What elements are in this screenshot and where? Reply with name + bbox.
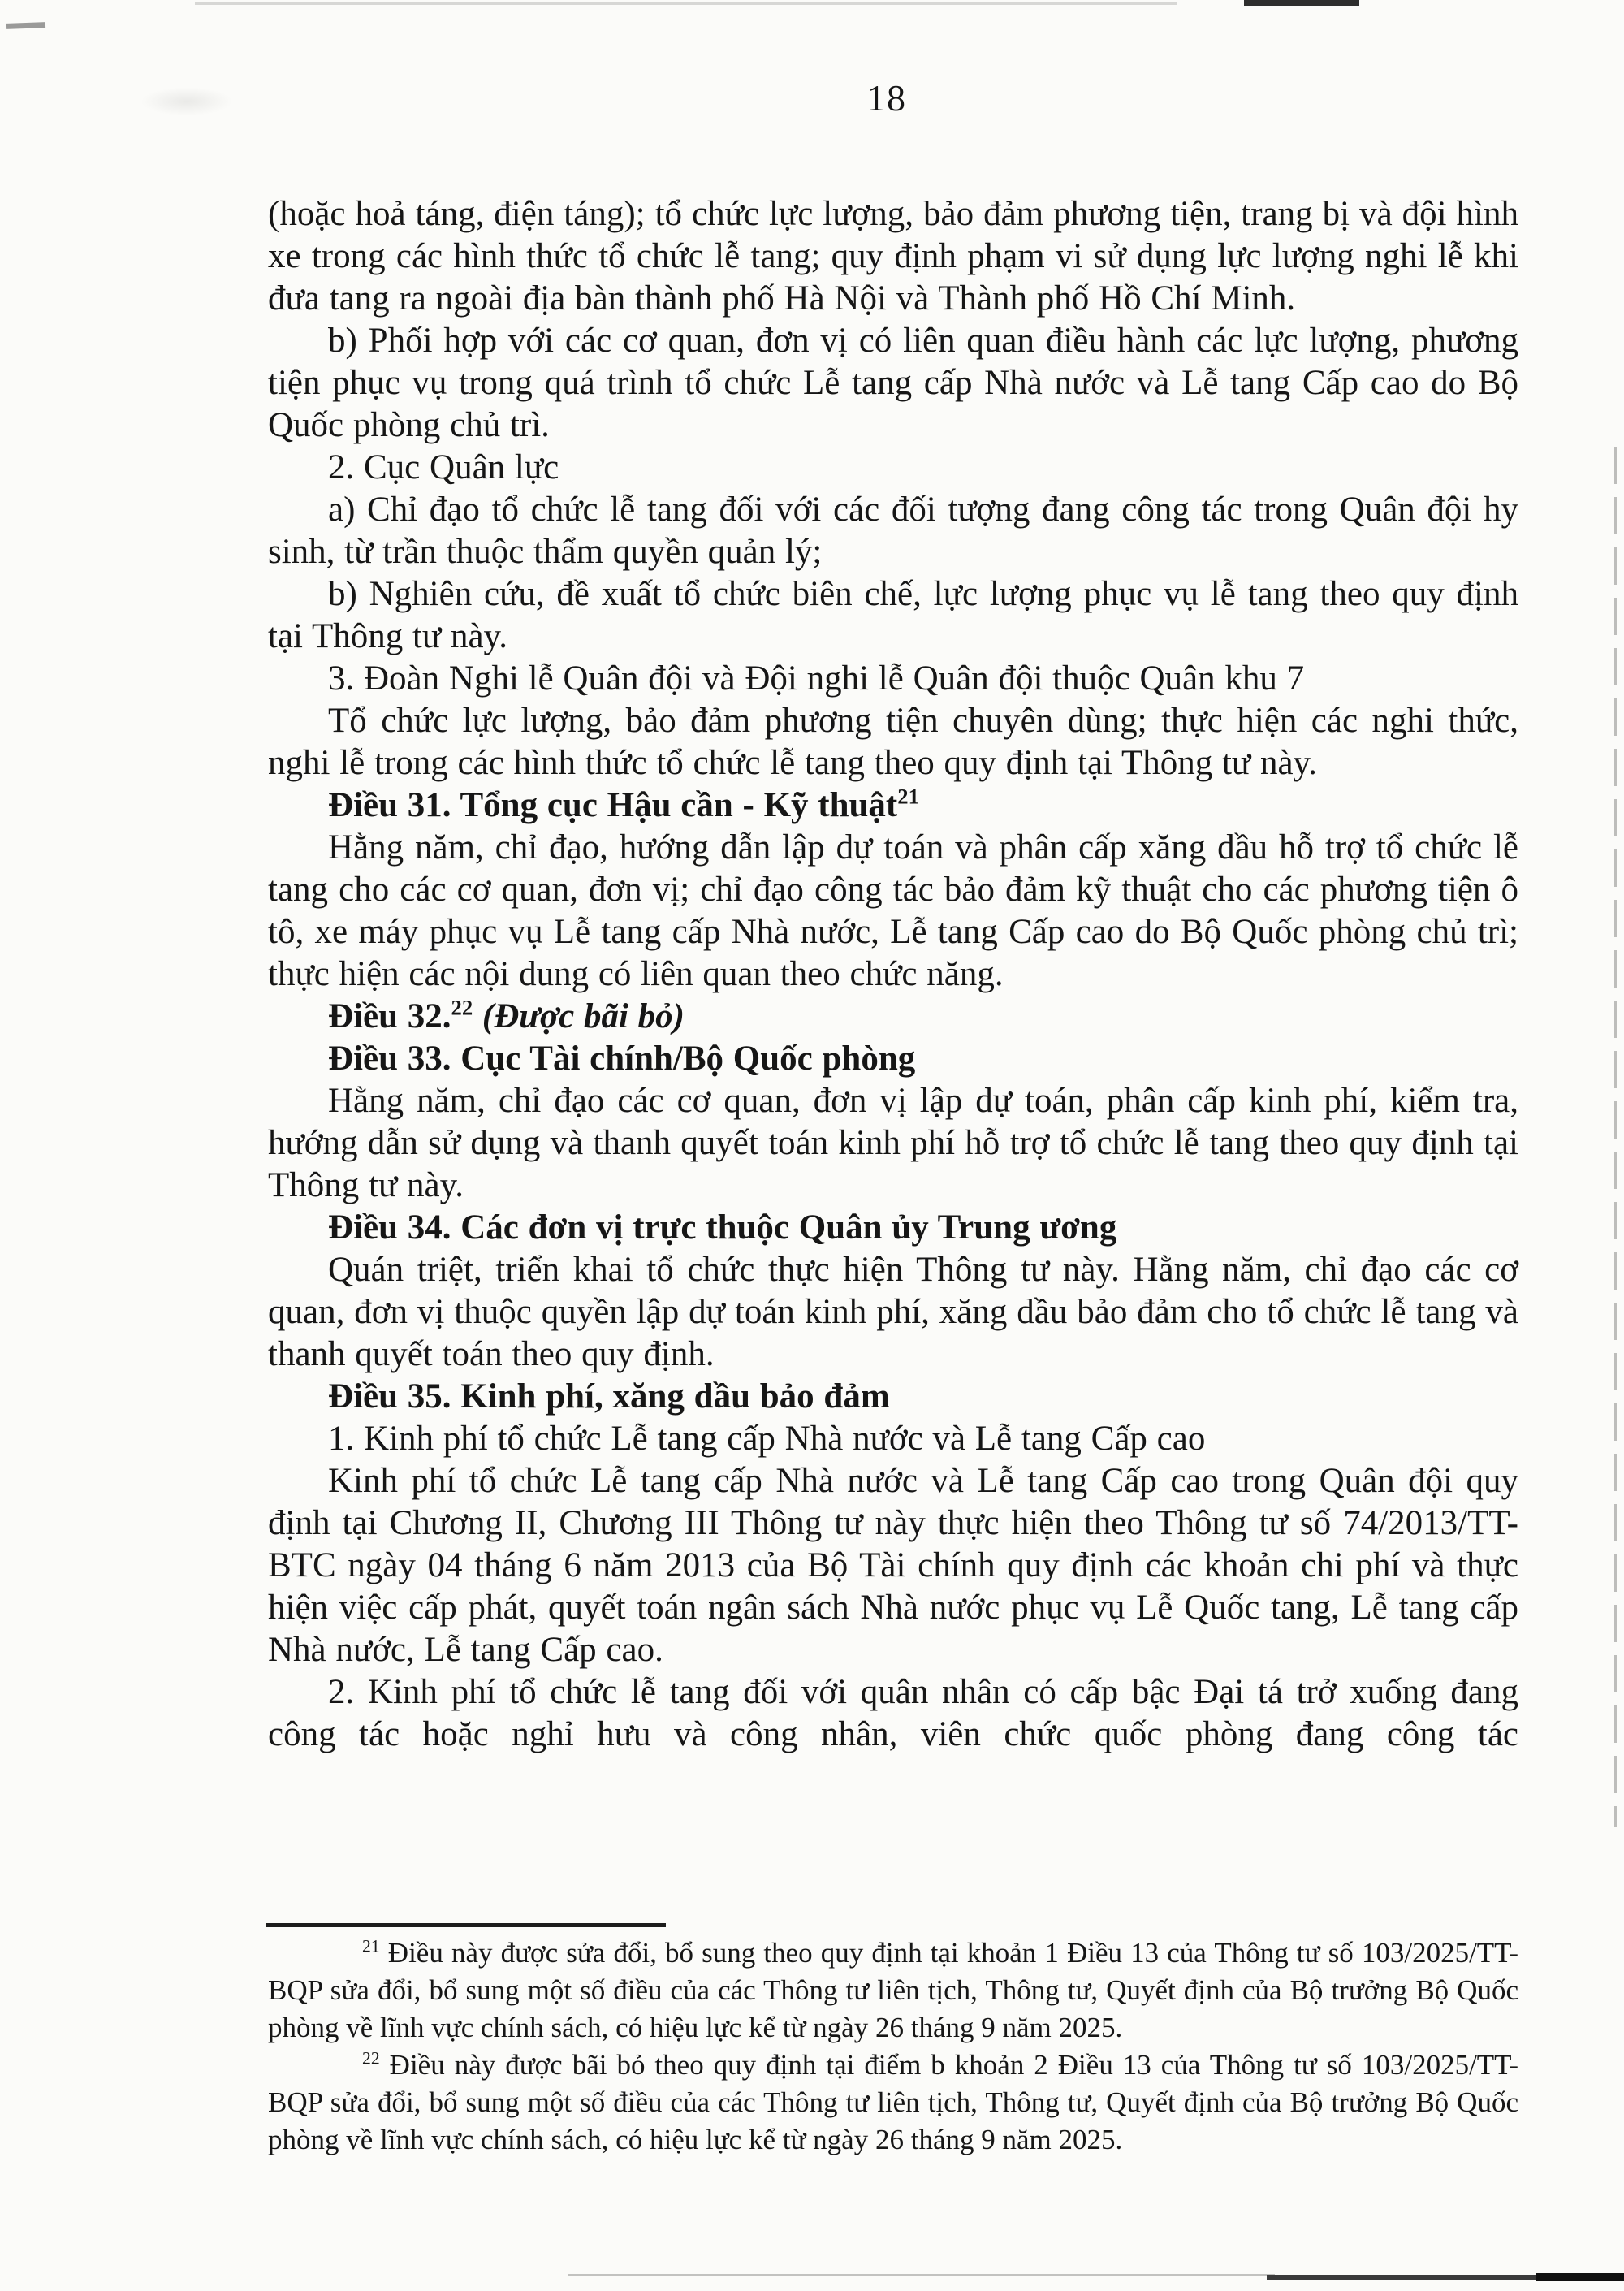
- scan-artifact-corner-speck: [6, 22, 45, 29]
- paragraph: [268, 1460, 1518, 1671]
- scan-artifact-right-line: [1614, 447, 1617, 1827]
- body-text: [268, 193, 1518, 1756]
- paragraph: [268, 827, 1518, 996]
- text-run: 3. Đoàn Nghi lễ Quân đội và Đội nghi lễ Quân đội thuộc Quân khu 7: [328, 659, 1305, 698]
- scan-artifact-bottom-bar: [1536, 2273, 1624, 2281]
- footnote-reference: 22: [362, 2048, 380, 2068]
- text-run: Hằng năm, chỉ đạo các cơ quan, đơn vị lập dự toán, phân cấp kinh phí, kiểm tra, hướng dẫn sử dụng và thanh quyết toán kinh phí hỗ trợ tổ chức lễ tang theo quy định tại Thông tư này.: [268, 1082, 1518, 1204]
- article-heading-31: [268, 785, 1518, 827]
- paragraph: [268, 700, 1518, 785]
- footnote-reference: 21: [897, 784, 919, 809]
- text-run: Điều 34. Các đơn vị trực thuộc Quân ủy Trung ương: [328, 1208, 1117, 1247]
- paragraph: [268, 658, 1518, 700]
- article-heading-34: [268, 1207, 1518, 1249]
- paragraph: [268, 1671, 1518, 1756]
- footnote-21: [268, 1934, 1518, 2047]
- footnote-separator: [266, 1923, 666, 1927]
- paragraph: [268, 1418, 1518, 1460]
- scan-artifact-smudge: [122, 81, 252, 122]
- text-run: 2. Cục Quân lực: [328, 448, 559, 486]
- text-run: b) Phối hợp với các cơ quan, đơn vị có liên quan điều hành các lực lượng, phương tiện phục vụ trong quá trình tổ chức Lễ tang cấp Nhà nước và Lễ tang Cấp cao do Bộ Quốc phòng chủ trì.: [268, 322, 1518, 444]
- paragraph: [268, 193, 1518, 320]
- paragraph: [268, 320, 1518, 447]
- paragraph: [268, 489, 1518, 573]
- text-run: a) Chỉ đạo tổ chức lễ tang đối với các đối tượng đang công tác trong Quân đội hy sinh, từ trần thuộc thẩm quyền quản lý;: [268, 491, 1518, 571]
- page-number: 18: [866, 77, 907, 119]
- article-heading-33: [268, 1038, 1518, 1080]
- scan-artifact-bottom-line-faint: [568, 2274, 1275, 2276]
- text-run: Điều 32.: [328, 997, 451, 1035]
- footnote-reference: 22: [451, 995, 473, 1020]
- footnote-reference: 21: [362, 1936, 380, 1956]
- text-run: Hằng năm, chỉ đạo, hướng dẫn lập dự toán và phân cấp xăng dầu hỗ trợ tổ chức lễ tang cho các cơ quan, đơn vị; chỉ đạo công tác bảo đảm kỹ thuật cho các phương tiện ô tô, xe máy phục vụ Lễ tang cấp Nhà nước, Lễ tang Cấp cao do Bộ Quốc phòng chủ trì; thực hiện các nội dung có liên quan theo chức năng.: [268, 828, 1518, 993]
- text-run: Điều này được bãi bỏ theo quy định tại điểm b khoản 2 Điều 13 của Thông tư số 103/2025/TT-BQP sửa đổi, bổ sung một số điều của các Thông tư liên tịch, Thông tư, Quyết định của Bộ trưởng Bộ Quốc phòng về lĩnh vực chính sách, có hiệu lực kể từ ngày 26 tháng 9 năm 2025.: [268, 2049, 1518, 2155]
- text-run: Quán triệt, triển khai tổ chức thực hiện Thông tư này. Hằng năm, chỉ đạo các cơ quan, đơn vị thuộc quyền lập dự toán kinh phí, xăng dầu bảo đảm cho tổ chức lễ tang và thanh quyết toán theo quy định.: [268, 1251, 1518, 1373]
- article-heading-32: [268, 996, 1518, 1038]
- article-heading-35: [268, 1376, 1518, 1418]
- paragraph: [268, 573, 1518, 658]
- text-run: 1. Kinh phí tổ chức Lễ tang cấp Nhà nước và Lễ tang Cấp cao: [328, 1420, 1206, 1458]
- text-run: 2. Kinh phí tổ chức lễ tang đối với quân nhân có cấp bậc Đại tá trở xuống đang công tác hoặc nghỉ hưu và công nhân, viên chức quốc phòng đang công tác: [268, 1673, 1518, 1753]
- text-run: Kinh phí tổ chức Lễ tang cấp Nhà nước và Lễ tang Cấp cao trong Quân đội quy định tại Chương II, Chương III Thông tư này thực hiện theo Thông tư số 74/2013/TT-BTC ngày 04 tháng 6 năm 2013 của Bộ Tài chính quy định các khoản chi phí và thực hiện việc cấp phát, quyết toán ngân sách Nhà nước phục vụ Lễ Quốc tang, Lễ tang cấp Nhà nước, Lễ tang Cấp cao.: [268, 1462, 1518, 1669]
- text-run: (Được bãi bỏ): [473, 997, 685, 1035]
- footnote-22: [268, 2047, 1518, 2159]
- paragraph: [268, 1080, 1518, 1207]
- scan-artifact-top-bar: [1244, 0, 1359, 6]
- text-run: Điều 33. Cục Tài chính/Bộ Quốc phòng: [328, 1040, 916, 1078]
- text-run: (hoặc hoả táng, điện táng); tổ chức lực lượng, bảo đảm phương tiện, trang bị và đội hình xe trong các hình thức tổ chức lễ tang; quy định phạm vi sử dụng lực lượng nghi lễ khi đưa tang ra ngoài địa bàn thành phố Hà Nội và Thành phố Hồ Chí Minh.: [268, 195, 1518, 318]
- paragraph: [268, 447, 1518, 489]
- text-run: Điều 35. Kinh phí, xăng dầu bảo đảm: [328, 1377, 890, 1416]
- text-run: Điều này được sửa đổi, bổ sung theo quy định tại khoản 1 Điều 13 của Thông tư số 103/2025/TT-BQP sửa đổi, bổ sung một số điều của các Thông tư liên tịch, Thông tư, Quyết định của Bộ trưởng Bộ Quốc phòng về lĩnh vực chính sách, có hiệu lực kể từ ngày 26 tháng 9 năm 2025.: [268, 1937, 1518, 2043]
- text-run: b) Nghiên cứu, đề xuất tổ chức biên chế, lực lượng phục vụ lễ tang theo quy định tại Thông tư này.: [268, 575, 1518, 655]
- footnotes: [268, 1934, 1518, 2159]
- text-run: Tổ chức lực lượng, bảo đảm phương tiện chuyên dùng; thực hiện các nghi thức, nghi lễ trong các hình thức tổ chức lễ tang theo quy định tại Thông tư này.: [268, 702, 1518, 782]
- paragraph: [268, 1249, 1518, 1376]
- scan-artifact-bottom-line: [1267, 2275, 1547, 2280]
- scan-artifact-top-line: [195, 2, 1177, 5]
- text-run: Điều 31. Tổng cục Hậu cần - Kỹ thuật: [328, 786, 898, 824]
